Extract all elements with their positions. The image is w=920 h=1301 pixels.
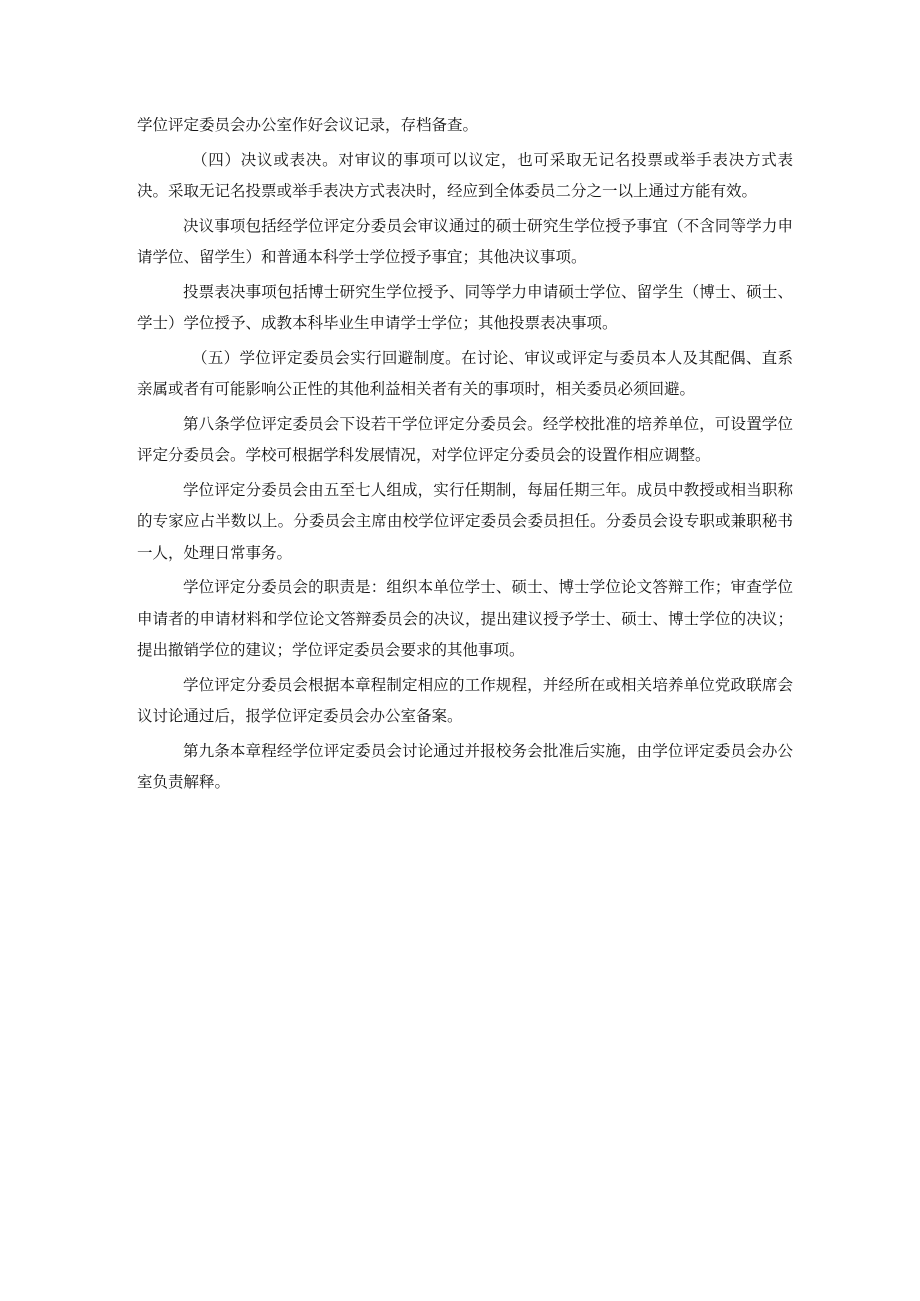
- paragraph-subcommittee-duties: 学位评定分委员会的职责是：组织本单位学士、硕士、博士学位论文答辩工作；审查学位申请者的申请材料和学位论文答辩委员会的决议，提出建议授予学士、硕士、博士学位的决议；提出撤销学位的建议；学位评定委员会要求的其他事项。: [137, 578, 793, 659]
- paragraph-subcommittee-composition: 学位评定分委员会由五至七人组成，实行任期制，每届任期三年。成员中教授或相当职称的专家应占半数以上。分委员会主席由校学位评定委员会委员担任。分委员会设专职或兼职秘书一人，处理日常事务。: [137, 480, 793, 562]
- document-body: [137, 110, 793, 802]
- paragraph-resolution-items: 决议事项包括经学位评定分委员会审议通过的硕士研究生学位授予事宜（不含同等学力申请学位、留学生）和普通本科学士学位授予事宜；其他决议事项。: [137, 216, 793, 266]
- paragraph-resolution-or-vote: （四）决议或表决。对审议的事项可以议定，也可采取无记名投票或举手表决方式表决。采取无记名投票或举手表决方式表决时，经应到全体委员二分之一以上通过方能有效。: [137, 150, 793, 200]
- paragraph-vote-items: 投票表决事项包括博士研究生学位授予、同等学力申请硕士学位、留学生（博士、硕士、学士）学位授予、成教本科毕业生申请学士学位；其他投票表决事项。: [137, 282, 793, 332]
- paragraph-recusal-system: （五）学位评定委员会实行回避制度。在讨论、审议或评定与委员本人及其配偶、直系亲属或者有可能影响公正性的其他利益相关者有关的事项时，相关委员必须回避。: [137, 348, 793, 398]
- paragraph-article-8: 第八条学位评定委员会下设若干学位评定分委员会。经学校批准的培养单位，可设置学位评定分委员会。学校可根据学科发展情况，对学位评定分委员会的设置作相应调整。: [137, 414, 793, 464]
- paragraph-subcommittee-rules: 学位评定分委员会根据本章程制定相应的工作规程，并经所在或相关培养单位党政联席会议讨论通过后，报学位评定委员会办公室备案。: [137, 675, 793, 725]
- paragraph-article-9: 第九条本章程经学位评定委员会讨论通过并报校务会批准后实施，由学位评定委员会办公室负责解释。: [137, 741, 793, 791]
- paragraph-meeting-record: 学位评定委员会办公室作好会议记录，存档备查。: [137, 116, 479, 134]
